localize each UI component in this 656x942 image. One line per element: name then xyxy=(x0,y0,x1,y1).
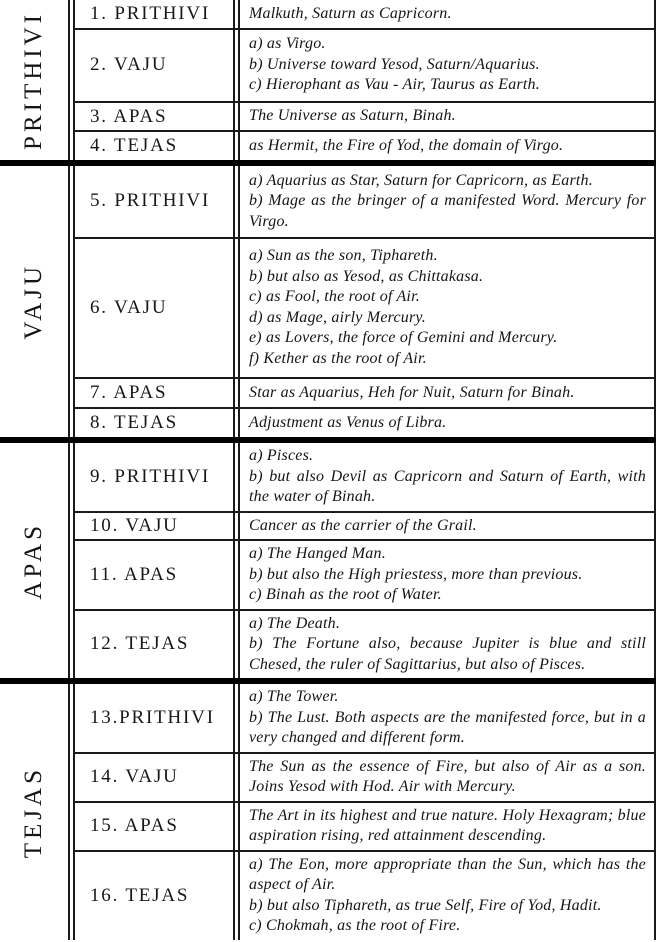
row-tattva-label: 5. PRITHIVI xyxy=(75,166,240,237)
description-line: a) Sun as the son, Tiphareth. xyxy=(249,247,438,265)
row-description-cell xyxy=(240,684,654,752)
table-row xyxy=(75,28,654,101)
description-line: The Universe as Saturn, Binah. xyxy=(249,107,456,125)
row-description-cell xyxy=(240,30,654,101)
section-vertical-label: VAJU xyxy=(20,263,47,340)
description-line: b) but also the High priestess, more than previous. xyxy=(249,565,583,583)
section-label-cell xyxy=(0,684,75,940)
table-row xyxy=(75,850,654,940)
row-tattva-label: 10. VAJU xyxy=(75,513,240,540)
row-description-cell xyxy=(240,541,654,609)
table-row xyxy=(75,237,654,377)
row-description-cell xyxy=(240,443,654,511)
row-description-cell xyxy=(240,513,654,540)
row-tattva-label: 2. VAJU xyxy=(75,30,240,101)
description-line: a) The Tower. xyxy=(249,688,339,705)
element-section xyxy=(0,437,656,678)
row-tattva-label: 12. TEJAS xyxy=(75,611,240,679)
description-line: c) Chokmah, as the root of Fire. xyxy=(249,917,461,934)
section-label-cell xyxy=(0,0,75,160)
description-line: b) but also as Yesod, as Chittakasa. xyxy=(249,267,484,285)
row-description-cell xyxy=(240,0,654,28)
table-row xyxy=(75,0,654,28)
section-label-cell xyxy=(0,443,75,678)
description-line: c) Binah as the root of Water. xyxy=(249,586,442,603)
table-row xyxy=(75,684,654,752)
row-description-cell xyxy=(240,239,654,377)
table-row xyxy=(75,166,654,237)
row-tattva-label: 11. APAS xyxy=(75,541,240,609)
description-line: Star as Aquarius, Heh for Nuit, Saturn for Binah. xyxy=(249,383,575,401)
row-description-cell xyxy=(240,754,654,801)
section-rows xyxy=(75,166,656,437)
description-line: a) The Hanged Man. xyxy=(249,545,386,562)
row-tattva-label: 13.PRITHIVI xyxy=(75,684,240,752)
row-tattva-label: 4. TEJAS xyxy=(75,132,240,160)
row-tattva-label: 8. TEJAS xyxy=(75,409,240,437)
description-line: b) but also Devil as Capricorn and Saturn of Earth, with the water of Binah. xyxy=(249,467,646,505)
section-vertical-label: APAS xyxy=(20,521,47,600)
description-line: c) as Fool, the root of Air. xyxy=(249,288,420,306)
section-rows xyxy=(75,443,656,678)
row-description-cell xyxy=(240,803,654,850)
row-description-cell xyxy=(240,132,654,160)
table-row xyxy=(75,377,654,407)
description-line: b) Mage as the bringer of a manifested Word. Mercury for Virgo. xyxy=(249,192,646,230)
row-description-cell xyxy=(240,379,654,407)
section-label-cell xyxy=(0,166,75,437)
description-line: b) The Fortune also, because Jupiter is blue and still Chesed, the ruler of Sagittarius, but also of Pisces. xyxy=(249,635,646,673)
description-line: a) Pisces. xyxy=(249,447,314,464)
row-description-cell xyxy=(240,409,654,437)
description-line: b) The Lust. Both aspects are the manifested force, but in a very changed and different form. xyxy=(249,708,646,746)
description-line: f) Kether as the root of Air. xyxy=(249,349,427,367)
element-section xyxy=(0,160,656,437)
row-tattva-label: 15. APAS xyxy=(75,803,240,850)
row-tattva-label: 9. PRITHIVI xyxy=(75,443,240,511)
description-line: as Hermit, the Fire of Yod, the domain of Virgo. xyxy=(249,136,564,154)
row-tattva-label: 7. APAS xyxy=(75,379,240,407)
section-rows xyxy=(75,0,656,160)
table-row xyxy=(75,511,654,540)
table-row xyxy=(75,101,654,131)
description-line: Cancer as the carrier of the Grail. xyxy=(249,516,477,534)
description-line: a) The Death. xyxy=(249,614,341,632)
table-row xyxy=(75,752,654,801)
row-description-cell xyxy=(240,611,654,679)
row-tattva-label: 1. PRITHIVI xyxy=(75,0,240,28)
row-tattva-label: 16. TEJAS xyxy=(75,852,240,940)
section-vertical-label: PRITHIVI xyxy=(20,10,47,150)
description-line: Adjustment as Venus of Libra. xyxy=(249,413,447,431)
section-vertical-label: TEJAS xyxy=(20,765,47,858)
table-row xyxy=(75,407,654,437)
description-line: d) as Mage, airly Mercury. xyxy=(249,308,427,326)
description-line: a) The Eon, more appropriate than the Sun, which has the aspect of Air. xyxy=(249,855,646,893)
description-line: b) but also Tiphareth, as true Self, Fire of Yod, Hadit. xyxy=(249,896,602,914)
element-section xyxy=(0,678,656,940)
table-row xyxy=(75,539,654,609)
row-tattva-label: 3. APAS xyxy=(75,103,240,131)
table-row xyxy=(75,443,654,511)
row-tattva-label: 6. VAJU xyxy=(75,239,240,377)
row-description-cell xyxy=(240,852,654,940)
description-line: a) as Virgo. xyxy=(249,35,326,53)
row-description-cell xyxy=(240,103,654,131)
description-line: Malkuth, Saturn as Capricorn. xyxy=(249,4,452,22)
section-rows xyxy=(75,684,656,940)
description-line: c) Hierophant as Vau - Air, Taurus as Earth. xyxy=(249,76,540,94)
row-tattva-label: 14. VAJU xyxy=(75,754,240,801)
row-description-cell xyxy=(240,166,654,237)
description-line: b) Universe toward Yesod, Saturn/Aquarius. xyxy=(249,55,540,73)
description-line: The Art in its highest and true nature. Holy Hexagram; blue aspiration rising, red attainment descending. xyxy=(249,806,646,844)
table-row xyxy=(75,609,654,679)
table-row xyxy=(75,801,654,850)
description-line: e) as Lovers, the force of Gemini and Mercury. xyxy=(249,329,558,347)
table-row xyxy=(75,130,654,160)
element-section xyxy=(0,0,656,160)
description-line: The Sun as the essence of Fire, but also of Air as a son. Joins Yesod with Hod. Air with Mercury. xyxy=(249,757,646,795)
description-line: a) Aquarius as Star, Saturn for Capricorn, as Earth. xyxy=(249,171,593,189)
